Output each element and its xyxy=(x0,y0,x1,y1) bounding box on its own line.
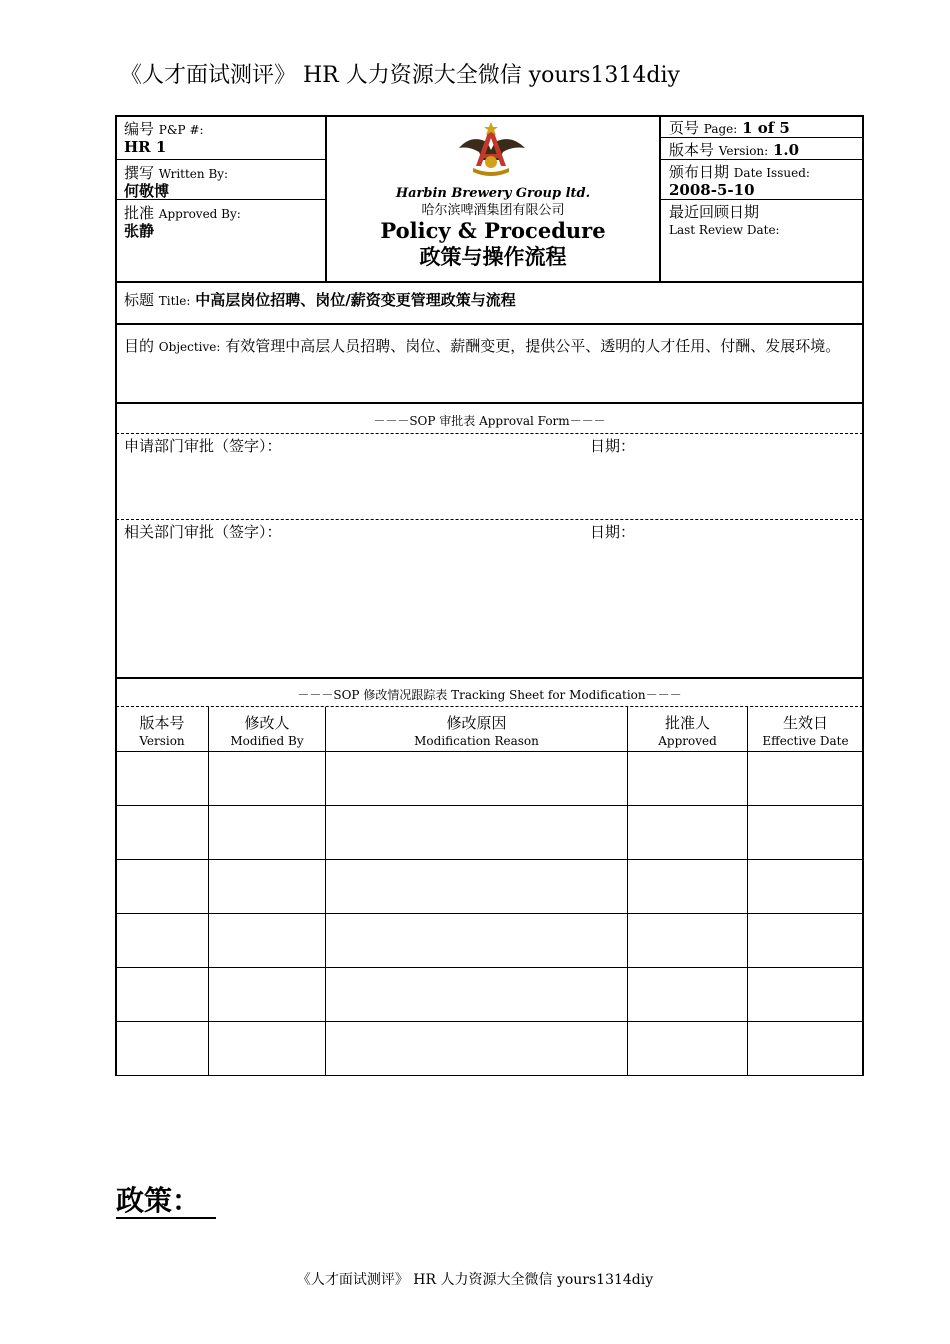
dashed-divider xyxy=(116,706,863,707)
date-issued-value: 2008-5-10 xyxy=(669,181,755,199)
column-header-approved: 批准人 Approved xyxy=(658,714,717,748)
applicant-dept-signature-label: 申请部门审批（签字）： xyxy=(124,437,282,455)
written-by-value: 何敬博 xyxy=(124,182,170,200)
table-row xyxy=(116,1075,863,1076)
table-row xyxy=(116,967,863,968)
approval-form-heading: －－－SOP 审批表 Approval Form－－－ xyxy=(373,414,606,428)
written-by-label: 撰写 Written By: xyxy=(124,164,229,182)
table-row xyxy=(116,859,863,860)
last-review-label-cn: 最近回顾日期 xyxy=(669,203,760,221)
table-row xyxy=(116,751,863,752)
column-header-effective-date: 生效日 Effective Date xyxy=(762,714,849,748)
document-objective: 目的 Objective: 有效管理中高层人员招聘、岗位、薪酬变更，提供公平、透明的人才任用、付酬、发展环境。 xyxy=(124,337,841,355)
divider xyxy=(116,677,863,679)
tracking-sheet-heading: －－－SOP 修改情况跟踪表 Tracking Sheet for Modification－－－ xyxy=(297,688,682,702)
table-row xyxy=(116,805,863,806)
table-row xyxy=(116,1021,863,1022)
company-name-cn: 哈尔滨啤酒集团有限公司 xyxy=(421,203,565,218)
divider xyxy=(116,323,863,325)
date-issued-label: 颁布日期 Date Issued: xyxy=(669,163,810,181)
approved-by-label: 批准 Approved By: xyxy=(124,204,241,222)
related-dept-signature-label: 相关部门审批（签字）： xyxy=(124,523,282,541)
column-header-version: 版本号 Version xyxy=(139,714,185,748)
policy-section-heading: 政策： xyxy=(116,1185,216,1219)
version-number: 版本号 Version: 1.0 xyxy=(669,141,800,159)
document-title: 标题 Title: 中高层岗位招聘、岗位/薪资变更管理政策与流程 xyxy=(124,291,516,309)
divider xyxy=(116,159,326,160)
company-name-en: Harbin Brewery Group ltd. xyxy=(395,186,591,201)
policy-title-cn: 政策与操作流程 xyxy=(419,244,567,269)
page-footer: 《人才面试测评》 HR 人力资源大全微信 yours1314diy xyxy=(296,1272,654,1288)
divider xyxy=(116,281,863,283)
approved-by-value: 张静 xyxy=(124,222,155,240)
column-header-modified-by: 修改人 Modified By xyxy=(230,714,304,748)
related-dept-date-label: 日期： xyxy=(590,523,636,541)
policy-title-en: Policy & Procedure xyxy=(380,218,606,243)
page-header: 《人才面试测评》 HR 人力资源大全微信 yours1314diy xyxy=(120,63,680,88)
column-header-modification-reason: 修改原因 Modification Reason xyxy=(414,714,539,748)
dashed-divider xyxy=(116,433,863,434)
pp-number-value: HR 1 xyxy=(124,138,167,156)
dashed-divider xyxy=(116,519,863,520)
page-number: 页号 Page: 1 of 5 xyxy=(669,119,790,137)
table-row xyxy=(116,913,863,914)
divider xyxy=(660,199,863,200)
applicant-dept-date-label: 日期： xyxy=(590,437,636,455)
eagle-logo-icon xyxy=(451,120,531,180)
pp-number-label: 编号 P&P #: xyxy=(124,120,204,138)
last-review-label-en: Last Review Date: xyxy=(669,223,780,237)
divider xyxy=(116,402,863,404)
